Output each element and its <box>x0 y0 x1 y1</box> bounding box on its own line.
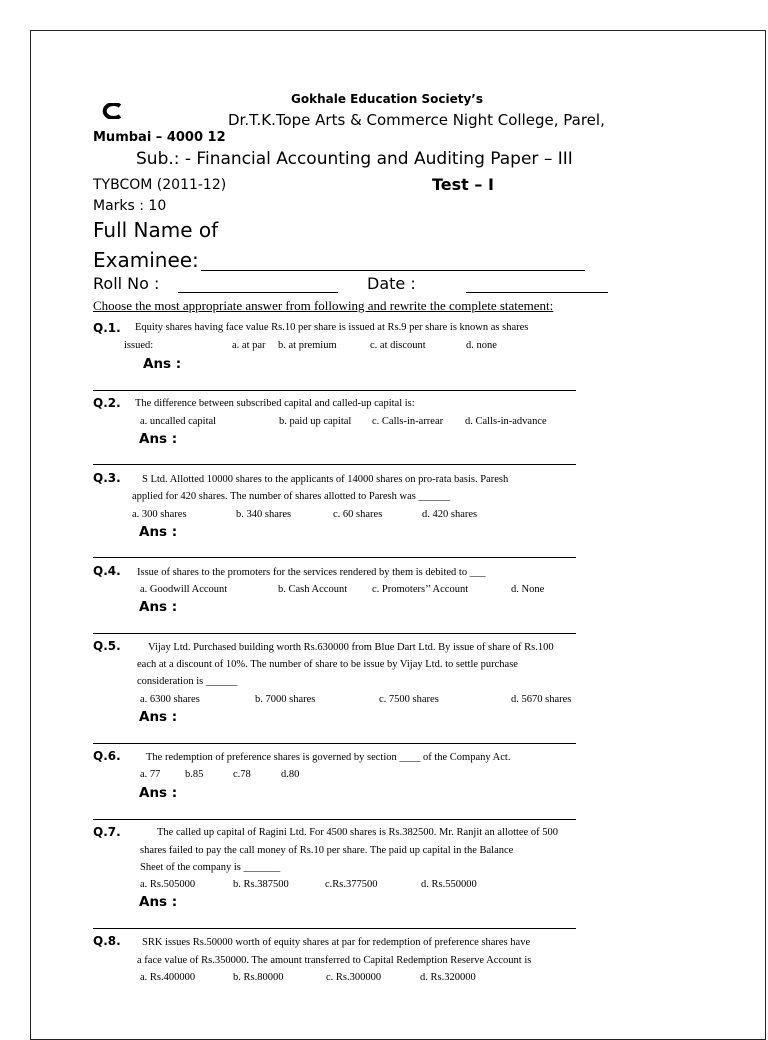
question-text: issued: <box>124 340 154 351</box>
examinee-label: Examinee: <box>93 248 199 272</box>
answer-line <box>93 464 576 465</box>
option-a: a. at par <box>232 340 266 351</box>
option-d: d.80 <box>281 769 300 780</box>
college-name: Dr.T.K.Tope Arts & Commerce Night College, Parel, <box>228 111 605 129</box>
option-c: c. at discount <box>370 340 426 351</box>
option-d: d. Rs.550000 <box>421 879 477 890</box>
examinee-blank-line <box>201 270 585 271</box>
question-text: each at a discount of 10%. The number of share to be issue by Vijay Ltd. to settle purchase <box>137 659 518 670</box>
marks-label: Marks : 10 <box>93 198 167 214</box>
college-logo-icon <box>100 103 122 119</box>
question-text: applied for 420 shares. The number of shares allotted to Paresh was ______ <box>132 491 450 502</box>
answer-label: Ans : <box>139 709 178 725</box>
option-a: a. Goodwill Account <box>140 584 228 595</box>
college-city: Mumbai – 4000 12 <box>93 130 226 145</box>
answer-label: Ans : <box>139 894 178 910</box>
answer-line <box>93 743 576 744</box>
option-a: a. 300 shares <box>132 509 187 520</box>
answer-label: Ans : <box>139 431 178 447</box>
question-text: Sheet of the company is _______ <box>140 862 281 873</box>
question-text: Issue of shares to the promoters for the services rendered by them is debited to ___ <box>137 567 486 578</box>
date-label: Date : <box>367 274 416 293</box>
question-number: Q.1. <box>93 321 121 335</box>
question-number: Q.3. <box>93 471 121 485</box>
answer-line <box>93 390 576 391</box>
option-c: c. 60 shares <box>333 509 383 520</box>
option-c: c. 7500 shares <box>379 694 439 705</box>
answer-label: Ans : <box>139 785 178 801</box>
question-text: a face value of Rs.350000. The amount transferred to Capital Redemption Reserve Account is <box>137 955 532 966</box>
question-text: The redemption of preference shares is governed by section ____ of the Company Act. <box>146 752 511 763</box>
answer-line <box>93 928 576 929</box>
question-text: The called up capital of Ragini Ltd. For 4500 shares is Rs.382500. Mr. Ranjit an allottee of 500 <box>157 827 558 838</box>
option-d: d. None <box>511 584 545 595</box>
date-blank-line <box>466 292 608 293</box>
option-a: a. 6300 shares <box>140 694 200 705</box>
answer-label: Ans : <box>139 524 178 540</box>
question-text: SRK issues Rs.50000 worth of equity shares at par for redemption of preference shares have <box>142 937 531 948</box>
option-a: a. Rs.400000 <box>140 972 196 983</box>
option-d: d. 420 shares <box>422 509 478 520</box>
option-a: a. 77 <box>140 769 161 780</box>
option-b: b. Rs.80000 <box>233 972 284 983</box>
answer-line <box>93 633 576 634</box>
question-number: Q.5. <box>93 639 121 653</box>
option-b: b.85 <box>185 769 204 780</box>
option-d: d. Rs.320000 <box>420 972 476 983</box>
question-number: Q.2. <box>93 396 121 410</box>
option-b: b. 7000 shares <box>255 694 316 705</box>
option-c: c.78 <box>233 769 251 780</box>
question-number: Q.8. <box>93 934 121 948</box>
option-d: d. 5670 shares <box>511 694 572 705</box>
question-text: consideration is ______ <box>137 676 238 687</box>
option-d: d. none <box>466 340 497 351</box>
option-a: a. Rs.505000 <box>140 879 196 890</box>
option-b: b. 340 shares <box>236 509 292 520</box>
question-number: Q.6. <box>93 749 121 763</box>
option-b: b. Cash Account <box>278 584 348 595</box>
question-number: Q.4. <box>93 564 121 578</box>
question-text: S Ltd. Allotted 10000 shares to the applicants of 14000 shares on pro-rata basis. Paresh <box>142 474 509 485</box>
answer-label: Ans : <box>143 356 182 372</box>
instruction-text: Choose the most appropriate answer from following and rewrite the complete statement: <box>93 298 554 313</box>
option-d: d. Calls-in-advance <box>465 416 547 427</box>
roll-no-blank-line <box>178 292 338 293</box>
question-text: The difference between subscribed capital and called-up capital is: <box>135 398 415 409</box>
roll-no-label: Roll No : <box>93 274 160 293</box>
option-c: c. Promoters’’ Account <box>372 584 469 595</box>
option-a: a. uncalled capital <box>140 416 217 427</box>
question-number: Q.7. <box>93 825 121 839</box>
test-title: Test – I <box>432 175 494 194</box>
subject-title: Sub.: - Financial Accounting and Auditing Paper – III <box>136 149 573 169</box>
option-b: b. Rs.387500 <box>233 879 289 890</box>
course-year: TYBCOM (2011-12) <box>93 177 227 193</box>
society-name: Gokhale Education Society’s <box>291 92 484 106</box>
option-c: c. Calls-in-arrear <box>372 416 444 427</box>
question-text: shares failed to pay the call money of Rs.10 per share. The paid up capital in the Balance <box>140 845 514 856</box>
answer-label: Ans : <box>139 599 178 615</box>
full-name-label: Full Name of <box>93 218 219 242</box>
question-text: Vijay Ltd. Purchased building worth Rs.630000 from Blue Dart Ltd. By issue of share of Rs.100 <box>148 642 554 653</box>
option-b: b. paid up capital <box>279 416 352 427</box>
question-text: Equity shares having face value Rs.10 per share is issued at Rs.9 per share is known as shares <box>135 322 529 333</box>
option-c: c.Rs.377500 <box>325 879 378 890</box>
option-b: b. at premium <box>278 340 337 351</box>
answer-line <box>93 557 576 558</box>
answer-line <box>93 819 576 820</box>
option-c: c. Rs.300000 <box>326 972 382 983</box>
